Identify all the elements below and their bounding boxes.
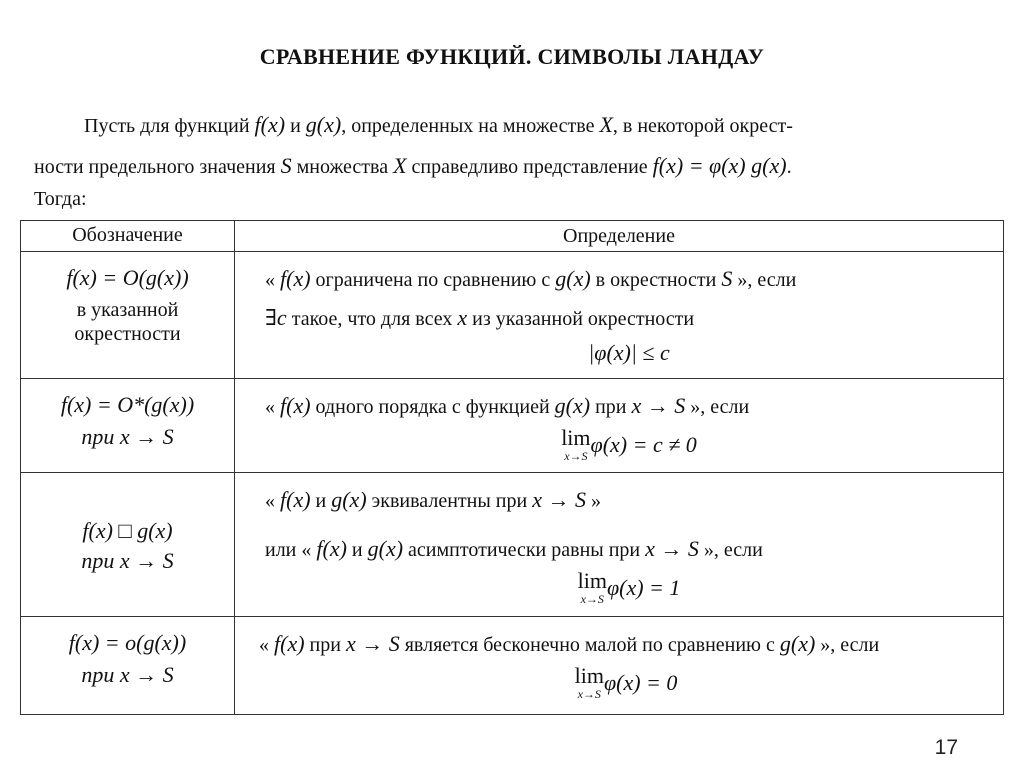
- notation-cell: f(x) = O(g(x)) в указанной окрестности: [21, 252, 235, 379]
- f-of-x: f(x): [254, 112, 286, 137]
- definition-cell: « f(x) и g(x) эквивалентны при x → S » или « f(x) и g(x) асимптотически равны при x → S », если lim x→S φ(x) = 1: [235, 473, 1004, 617]
- definition-cell: « f(x) при x → S является бесконечно малой по сравнению с g(x) », если lim x→S φ(x) = 0: [235, 617, 1004, 715]
- notation-cell: f(x) = o(g(x)) при x → S: [21, 617, 235, 715]
- intro-paragraph: [34, 105, 1000, 211]
- notation-cell: f(x) = O*(g(x)) при x → S: [21, 379, 235, 473]
- exists-symbol: ∃c: [265, 305, 287, 330]
- notation-equivalent: f(x) □ g(x): [82, 518, 173, 543]
- table-row: [21, 617, 1004, 715]
- notation-O-star: f(x) = O*(g(x)): [60, 392, 195, 417]
- intro-line-2: ности предельного значения S множества X справедливо представление f(x) = φ(x) g(x).: [34, 153, 792, 178]
- table-header-row: [21, 221, 1004, 252]
- notation-little-o: f(x) = o(g(x)): [68, 630, 187, 655]
- limit-formula: lim x→S φ(x) = 1: [577, 568, 681, 607]
- definition-cell: « f(x) ограничена по сравнению с g(x) в окрестности S », если ∃c такое, что для всех x из указанной окрестности |φ(x)| ≤ c: [235, 252, 1004, 379]
- table-row: [21, 379, 1004, 473]
- header-notation: Обозначение: [21, 221, 235, 252]
- limit-formula: lim x→S φ(x) = 0: [574, 663, 678, 702]
- page-title: СРАВНЕНИЕ ФУНКЦИЙ. СИМВОЛЫ ЛАНДАУ: [259, 44, 765, 69]
- limit-formula: lim x→S φ(x) = c ≠ 0: [561, 425, 697, 464]
- definition-cell: « f(x) одного порядка с функцией g(x) при x → S », если lim x→S φ(x) = c ≠ 0: [235, 379, 1004, 473]
- table-row: [21, 252, 1004, 379]
- notation-cell: f(x) □ g(x) при x → S: [21, 473, 235, 617]
- table-row: [21, 473, 1004, 617]
- representation-formula: f(x) = φ(x) g(x): [652, 153, 787, 178]
- intro-line-1: Пусть для функций f(x) и g(x), определенных на множестве X, в некоторой окрест-: [84, 112, 793, 137]
- bound-formula: |φ(x)| ≤ c: [588, 340, 670, 365]
- intro-line-3: Тогда:: [34, 188, 87, 210]
- page-number: 17: [934, 736, 958, 759]
- g-of-x: g(x): [305, 112, 342, 137]
- landau-table: [20, 220, 1004, 715]
- set-X: X: [599, 112, 613, 137]
- notation-big-O: f(x) = O(g(x)): [66, 265, 189, 290]
- header-definition: Определение: [235, 221, 1004, 252]
- limit-S: S: [280, 153, 292, 178]
